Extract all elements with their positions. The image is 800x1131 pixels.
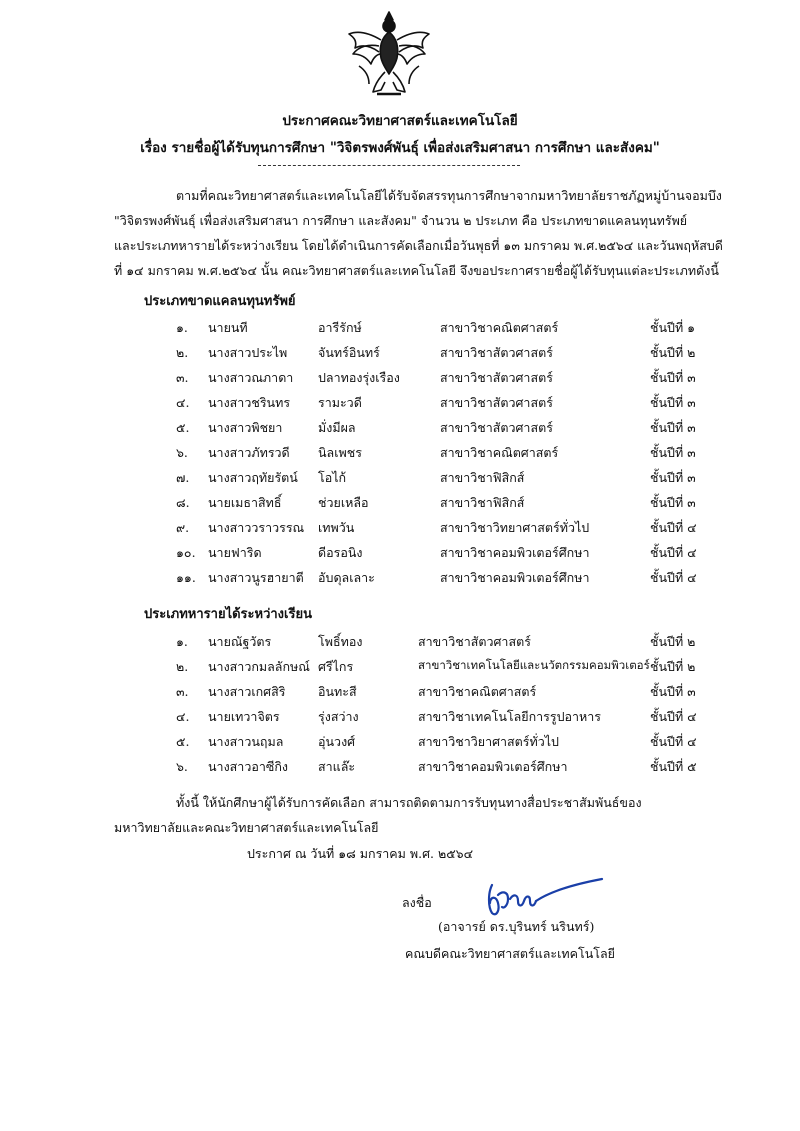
garuda-emblem-icon [345, 8, 433, 100]
student-first-name: นางสาวณภาดา [208, 370, 294, 385]
table-row [0, 518, 800, 542]
student-last-name: สาแล๊ะ [318, 759, 356, 774]
table-row [0, 368, 800, 392]
row-number: ๓. [176, 370, 189, 385]
major: สาขาวิชาวิทยาศาสตร์ทั่วไป [440, 520, 590, 535]
title-divider [258, 165, 520, 166]
year-level: ชั้นปีที่ ๓ [650, 495, 696, 510]
row-number: ๕. [176, 420, 190, 435]
major: สาขาวิชาเทคโนโลยีและนวัตกรรมคอมพิวเตอร์ [418, 658, 650, 672]
row-number: ๒. [176, 345, 189, 360]
row-number: ๑๐. [176, 545, 196, 560]
student-last-name: โพธิ์ทอง [318, 634, 363, 649]
student-first-name: นายณัฐวัตร [208, 634, 272, 649]
student-last-name: มั่งมีผล [318, 420, 356, 435]
table-row [0, 318, 800, 342]
student-first-name: นางสาวอาซีกิง [208, 759, 289, 774]
row-number: ๓. [176, 684, 189, 699]
table-row [0, 418, 800, 442]
student-first-name: นายฟาริด [208, 545, 262, 560]
signature-label: ลงชื่อ [402, 895, 432, 910]
student-last-name: ดีอรอนิง [318, 545, 363, 560]
year-level: ชั้นปีที่ ๓ [650, 420, 696, 435]
major: สาขาวิชาวิยาศาสตร์ทั่วไป [418, 734, 559, 749]
row-number: ๑. [176, 320, 188, 335]
student-last-name: อินทะสี [318, 684, 357, 699]
major: สาขาวิชาคอมพิวเตอร์ศึกษา [418, 759, 568, 774]
student-last-name: อารีรักษ์ [318, 320, 362, 335]
year-level: ชั้นปีที่ ๔ [650, 570, 697, 585]
announcement-title: ประกาศคณะวิทยาศาสตร์และเทคโนโลยี [282, 113, 518, 129]
year-level: ชั้นปีที่ ๓ [650, 370, 696, 385]
intro-line-1: ตามที่คณะวิทยาศาสตร์และเทคโนโลยีได้รับจัดสรรทุนการศึกษาจากมหาวิทยาลัยราชภัฏหมู่บ้านจอมบึง [176, 188, 722, 203]
student-first-name: นางสาวฤทัยรัตน์ [208, 470, 298, 485]
row-number: ๑. [176, 634, 188, 649]
table-row [0, 468, 800, 492]
student-first-name: นายเมธาสิทธิ์ [208, 495, 282, 510]
student-first-name: นางสาวชรินทร [208, 395, 291, 410]
student-last-name: ช่วยเหลือ [318, 495, 369, 510]
table-row [0, 707, 800, 731]
student-last-name: อับดุลเลาะ [318, 570, 375, 585]
table-row [0, 682, 800, 706]
row-number: ๖. [176, 445, 188, 460]
section-heading-work: ประเภทหารายได้ระหว่างเรียน [144, 607, 312, 622]
closing-line-2: มหาวิทยาลัยและคณะวิทยาศาสตร์และเทคโนโลยี [114, 820, 379, 835]
year-level: ชั้นปีที่ ๓ [650, 445, 696, 460]
student-first-name: นายเทวาจิตร [208, 709, 280, 724]
row-number: ๒. [176, 659, 189, 674]
year-level: ชั้นปีที่ ๕ [650, 759, 697, 774]
major: สาขาวิชาฟิสิกส์ [440, 495, 525, 510]
year-level: ชั้นปีที่ ๔ [650, 709, 697, 724]
student-first-name: นางสาวพิชยา [208, 420, 283, 435]
table-row [0, 657, 800, 681]
section-heading-need: ประเภทขาดแคลนทุนทรัพย์ [144, 294, 296, 309]
intro-line-4: ที่ ๑๔ มกราคม พ.ศ.๒๕๖๔ นั้น คณะวิทยาศาสตร์และเทคโนโลยี จึงขอประกาศรายชื่อผู้ได้รับทุนแต่ละประเภทดังนี้ [114, 263, 719, 278]
year-level: ชั้นปีที่ ๔ [650, 520, 697, 535]
student-first-name: นางสาวภัทรวดี [208, 445, 290, 460]
table-row [0, 343, 800, 367]
row-number: ๔. [176, 709, 190, 724]
student-first-name: นางสาวนูรฮายาตี [208, 570, 304, 585]
table-row [0, 568, 800, 592]
student-first-name: นางสาวนฤมล [208, 734, 284, 749]
intro-line-3: และประเภทหารายได้ระหว่างเรียน โดยได้ดำเนินการคัดเลือกเมื่อวันพุธที่ ๑๓ มกราคม พ.ศ.๒๕๖๔ และวันพฤหัสบดี [114, 238, 723, 253]
major: สาขาวิชาสัตวศาสตร์ [440, 420, 553, 435]
major: สาขาวิชาเทคโนโลยีการรูปอาหาร [418, 709, 602, 724]
major: สาขาวิชาสัตวศาสตร์ [440, 395, 553, 410]
major: สาขาวิชาสัตวศาสตร์ [440, 345, 553, 360]
year-level: ชั้นปีที่ ๑ [650, 320, 696, 335]
major: สาขาวิชาคณิตศาสตร์ [440, 320, 559, 335]
student-last-name: นิลเพชร [318, 445, 362, 460]
table-row [0, 543, 800, 567]
student-last-name: โอไก้ [318, 470, 347, 485]
student-first-name: นางสาวกมลลักษณ์ [208, 659, 310, 674]
student-first-name: นางสาววราวรรณ [208, 520, 305, 535]
year-level: ชั้นปีที่ ๔ [650, 734, 697, 749]
row-number: ๑๑. [176, 570, 196, 585]
student-last-name: ศรีไกร [318, 659, 354, 674]
year-level: ชั้นปีที่ ๓ [650, 684, 696, 699]
signer-position: คณบดีคณะวิทยาศาสตร์และเทคโนโลยี [405, 946, 615, 961]
student-last-name: รามะวดี [318, 395, 362, 410]
year-level: ชั้นปีที่ ๒ [650, 345, 696, 360]
row-number: ๙. [176, 520, 190, 535]
row-number: ๔. [176, 395, 190, 410]
table-row [0, 757, 800, 781]
major: สาขาวิชาคอมพิวเตอร์ศึกษา [440, 570, 590, 585]
table-row [0, 632, 800, 656]
year-level: ชั้นปีที่ ๓ [650, 470, 696, 485]
major: สาขาวิชาสัตวศาสตร์ [418, 634, 531, 649]
major: สาขาวิชาคณิตศาสตร์ [440, 445, 559, 460]
student-last-name: ปลาทองรุ่งเรือง [318, 370, 400, 385]
closing-line-1: ทั้งนี้ ให้นักศึกษาผู้ได้รับการคัดเลือก สามารถติดตามการรับทุนทางสื่อประชาสัมพันธ์ของ [176, 795, 642, 810]
signer-name: (อาจารย์ ดร.บุรินทร์ นรินทร์) [438, 919, 595, 934]
year-level: ชั้นปีที่ ๒ [650, 659, 696, 674]
row-number: ๖. [176, 759, 188, 774]
student-last-name: อุ่นวงศ์ [318, 734, 356, 749]
year-level: ชั้นปีที่ ๓ [650, 395, 696, 410]
year-level: ชั้นปีที่ ๔ [650, 545, 697, 560]
table-row [0, 732, 800, 756]
handwritten-signature [478, 873, 608, 923]
major: สาขาวิชาคอมพิวเตอร์ศึกษา [440, 545, 590, 560]
table-row [0, 493, 800, 517]
major: สาขาวิชาสัตวศาสตร์ [440, 370, 553, 385]
row-number: ๕. [176, 734, 190, 749]
student-first-name: นายนที [208, 320, 248, 335]
table-row [0, 443, 800, 467]
year-level: ชั้นปีที่ ๒ [650, 634, 696, 649]
student-last-name: จันทร์อินทร์ [318, 345, 380, 360]
student-last-name: รุ่งสว่าง [318, 709, 359, 724]
announcement-date: ประกาศ ณ วันที่ ๑๘ มกราคม พ.ศ. ๒๕๖๔ [247, 846, 474, 861]
row-number: ๗. [176, 470, 190, 485]
major: สาขาวิชาคณิตศาสตร์ [418, 684, 537, 699]
student-first-name: นางสาวประไพ [208, 345, 288, 360]
student-first-name: นางสาวเกศสิริ [208, 684, 286, 699]
announcement-subject: เรื่อง รายชื่อผู้ได้รับทุนการศึกษา "วิจิตรพงศ์พันธุ์ เพื่อส่งเสริมศาสนา การศึกษา และสังคม" [140, 140, 660, 156]
intro-line-2: "วิจิตรพงศ์พันธุ์ เพื่อส่งเสริมศาสนา การศึกษา และสังคม" จำนวน ๒ ประเภท คือ ประเภทขาดแคลนทุนทรัพย์ [114, 213, 688, 228]
row-number: ๘. [176, 495, 190, 510]
major: สาขาวิชาฟิสิกส์ [440, 470, 525, 485]
student-last-name: เทพวัน [318, 520, 355, 535]
table-row [0, 393, 800, 417]
